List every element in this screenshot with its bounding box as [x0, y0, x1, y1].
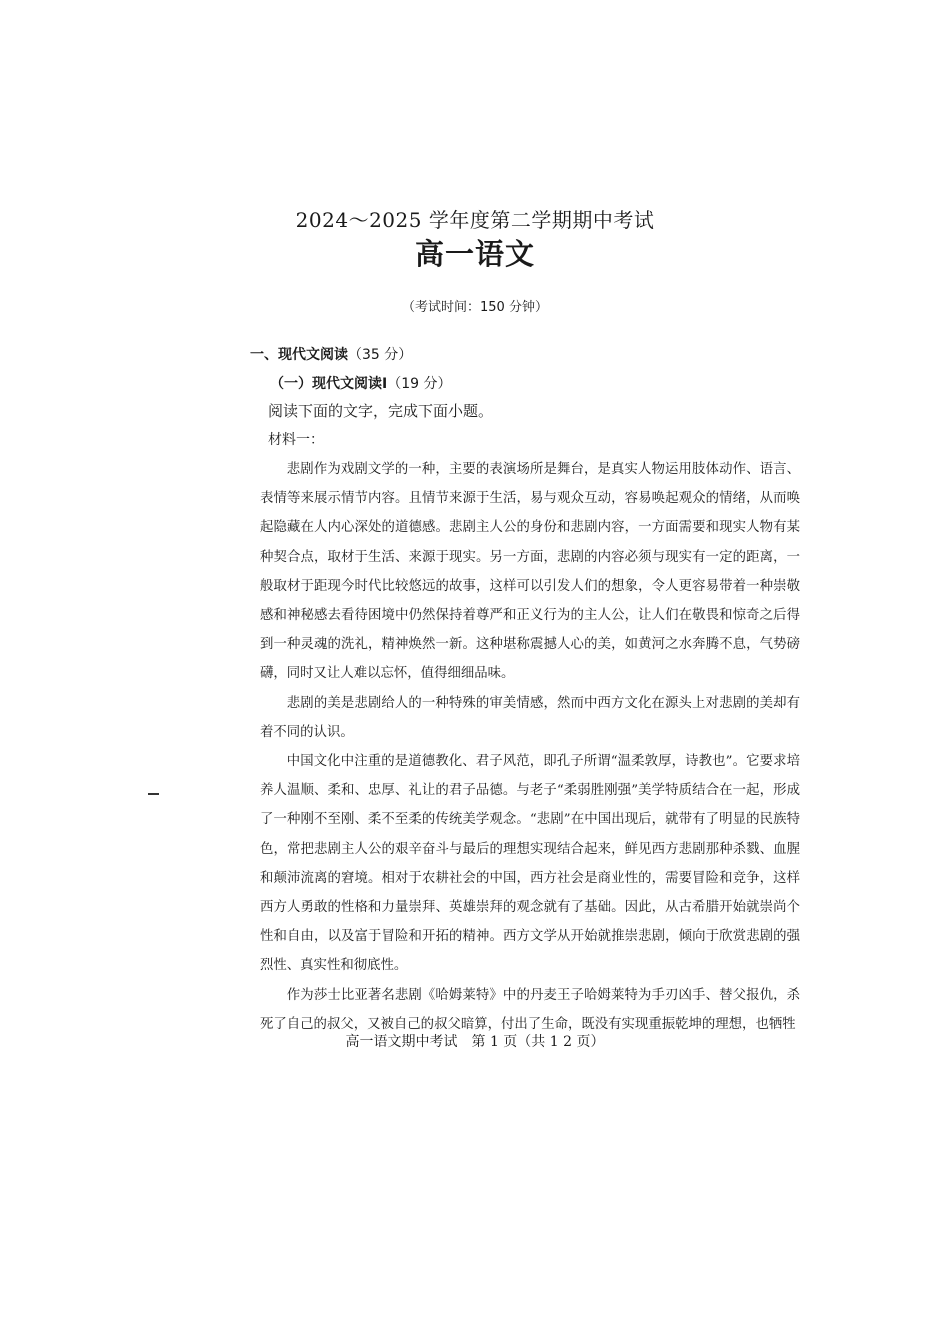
- subsection-heading: [270, 373, 451, 393]
- reading-passage: [260, 455, 800, 1039]
- subsection-score: （19 分）: [387, 376, 452, 392]
- section-score: （35 分）: [348, 347, 413, 363]
- subject-title: 高一语文: [414, 237, 535, 271]
- reading-instruction: 阅读下面的文字，完成下面小题。: [268, 402, 494, 420]
- section-heading: [250, 344, 412, 364]
- material-label: 材料一：: [268, 432, 324, 448]
- subsection-heading-label: （一）现代文阅读Ⅰ: [270, 376, 388, 392]
- passage-paragraph: 作为莎士比亚著名悲剧《哈姆莱特》中的丹麦王子哈姆莱特为手刃凶手、替父报仇，杀死了自己的叔父，又被自己的叔父暗算，付出了生命，既没有实现重振乾坤的理想，也牺牲: [260, 987, 800, 1032]
- exam-title: 2024～2025 学年度第二学期期中考试: [295, 208, 655, 232]
- passage-paragraph: 悲剧的美是悲剧给人的一种特殊的审美情感，然而中西方文化在源头上对悲剧的美却有着不同的认识。: [260, 695, 800, 740]
- margin-mark: [148, 793, 159, 795]
- passage-paragraph: 悲剧作为戏剧文学的一种，主要的表演场所是舞台，是真实人物运用肢体动作、语言、表情等来展示情节内容。且情节来源于生活，易与观众互动，容易唤起观众的情绪，从而唤起隐藏在人内心深处的道德感。悲剧主人公的身份和悲剧内容，一方面需要和现实人物有某种契合点，取材于生活、来源于现实。另一方面，悲剧的内容必须与现实有一定的距离，一般取材于距现今时代比较悠远的故事，这样可以引发人们的想象，令人更容易带着一种崇敬感和神秘感去看待困境中仍然保持着尊严和正义行为的主人公，让人们在敬畏和惊奇之后得到一种灵魂的洗礼，精神焕然一新。这种堪称震撼人心的美，如黄河之水奔腾不息，气势磅礴，同时又让人难以忘怀，值得细细品味。: [260, 462, 800, 682]
- page-footer: 高一语文期中考试 第 1 页（共 1 2 页）: [345, 1034, 605, 1050]
- section-heading-label: 一、现代文阅读: [250, 347, 348, 363]
- exam-time: （考试时间：150 分钟）: [402, 300, 548, 315]
- passage-paragraph: 中国文化中注重的是道德教化、君子风范，即孔子所谓“温柔敦厚，诗教也”。它要求培养人温顺、柔和、忠厚、礼让的君子品德。与老子“柔弱胜刚强”美学特质结合在一起，形成了一种刚不至刚、柔不至柔的传统美学观念。“悲剧”在中国出现后，就带有了明显的民族特色，常把悲剧主人公的艰辛奋斗与最后的理想实现结合起来，鲜见西方悲剧那种杀戮、血腥和颠沛流离的窘境。相对于农耕社会的中国，西方社会是商业性的，需要冒险和竞争，这样西方人勇敢的性格和力量崇拜、英雄崇拜的观念就有了基础。因此，从古希腊开始就崇尚个性和自由，以及富于冒险和开拓的精神。西方文学从开始就推崇悲剧，倾向于欣赏悲剧的强烈性、真实性和彻底性。: [260, 754, 800, 974]
